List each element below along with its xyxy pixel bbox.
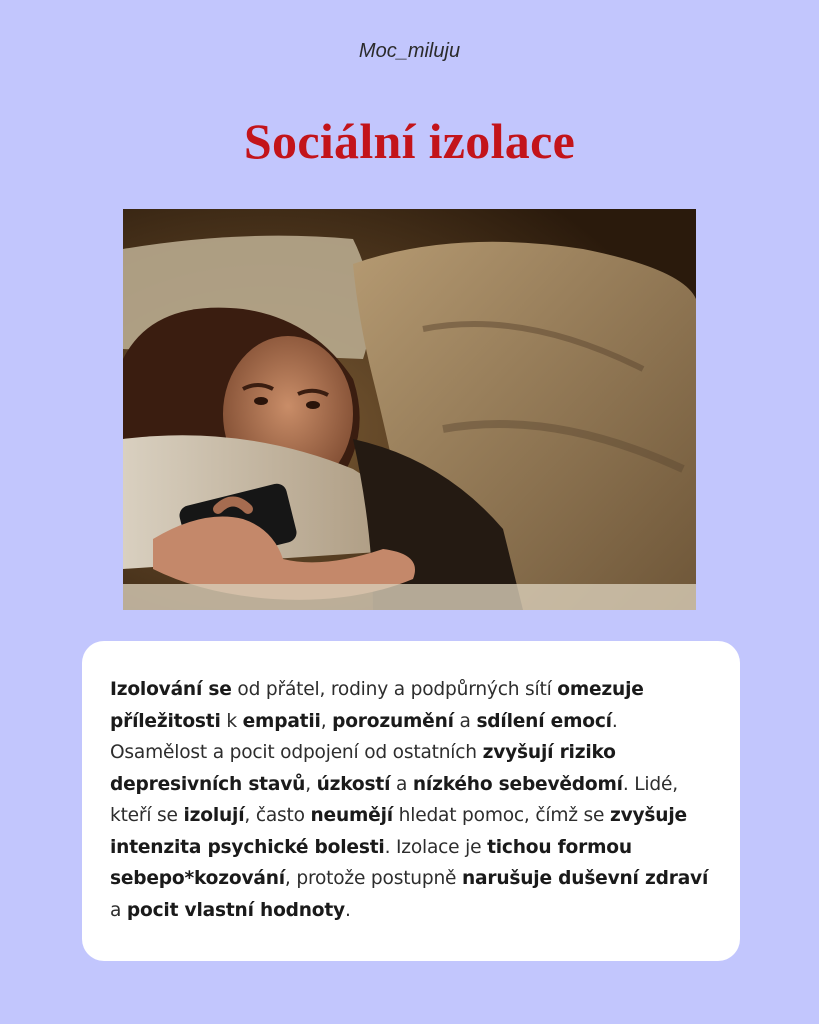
body-text: a — [390, 773, 413, 795]
body-text: hledat pomoc, čímž se — [392, 805, 610, 826]
emphasis-text: narušuje duševní zdraví — [462, 868, 709, 889]
emphasis-text: omezuje příležitosti — [110, 679, 644, 732]
emphasis-text: izolují — [183, 805, 245, 826]
body-text: , — [320, 710, 333, 732]
body-text: od přátel, rodiny a podpůrných sítí — [231, 679, 558, 700]
body-text: , často — [244, 805, 311, 826]
emphasis-text: neumějí — [310, 805, 393, 826]
body-text: , protože postupně — [284, 868, 463, 889]
body-text: . Osamělost a pocit odpojení od ostatních — [110, 710, 618, 763]
emphasis-text: úzkostí — [316, 773, 391, 795]
emphasis-text: porozumění — [332, 710, 454, 732]
woman-in-bed-with-phone-photo — [123, 209, 696, 610]
page-title: Sociální izolace — [243, 113, 576, 169]
emphasis-text: sdílení emocí — [476, 710, 612, 732]
body-text: . — [344, 899, 351, 921]
emphasis-text: empatii — [242, 710, 321, 732]
body-text: a — [453, 710, 477, 732]
body-text: a — [110, 899, 127, 921]
emphasis-text: pocit vlastní hodnoty — [126, 899, 345, 921]
body-text: . Izolace je — [384, 836, 488, 858]
emphasis-text: Izolování se — [110, 679, 232, 700]
body-paragraph — [110, 674, 712, 926]
emphasis-text: zvyšují riziko depresivních stavů — [110, 742, 616, 795]
body-text: . Lidé, kteří se — [110, 773, 678, 826]
account-handle: Moc_miluju — [358, 40, 461, 62]
emphasis-text: tichou formou sebepo*kozování — [110, 836, 632, 889]
info-card — [82, 641, 740, 961]
emphasis-text: zvyšuje intenzita psychické bolesti — [110, 805, 687, 858]
body-text: , — [305, 773, 317, 795]
body-text: k — [220, 710, 243, 732]
emphasis-text: nízkého sebevědomí — [412, 773, 623, 795]
